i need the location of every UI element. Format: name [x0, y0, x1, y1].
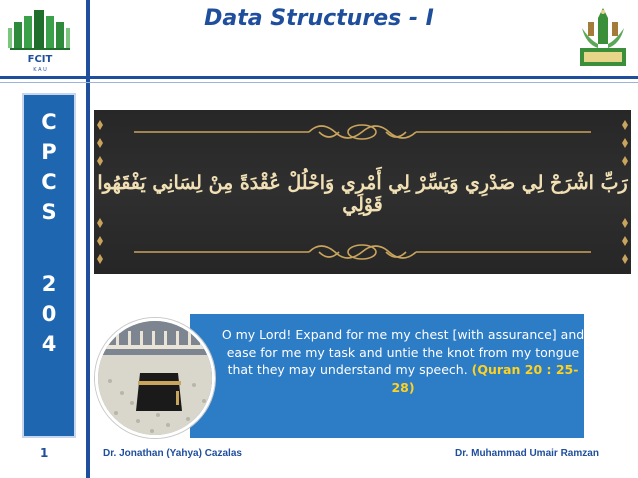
author-right: Dr. Muhammad Umair Ramzan — [455, 448, 599, 459]
course-letter: P — [41, 140, 57, 164]
header-divider-thin — [0, 82, 638, 83]
author-left: Dr. Jonathan (Yahya) Cazalas — [103, 448, 242, 459]
course-letter: C — [41, 110, 57, 134]
quote-reference: (Quran 20 : 25-28) — [391, 362, 579, 395]
fcit-logo-icon — [6, 4, 76, 74]
course-letter: C — [41, 170, 57, 194]
quote-text — [220, 326, 586, 396]
header-divider — [0, 76, 638, 79]
arabic-verse-text: رَبِّ اشْرَحْ لِي صَدْرِي وَيَسِّرْ لِي أَمْرِي وَاحْلُلْ عُقْدَةً مِنْ لِسَانِي يَفْقَهُوا قَوْلِي — [97, 172, 628, 216]
fcit-logo-sub: K A U — [33, 67, 47, 73]
course-letter: 0 — [41, 302, 57, 326]
arabic-verse-panel — [94, 110, 631, 274]
quote-translation: O my Lord! Expand for me my chest [with assurance] and ease for me my task and untie the knot from my tongue that they may understand my speech. — [221, 327, 585, 377]
header-title: Data Structures - I — [204, 6, 434, 31]
vertical-divider — [86, 0, 90, 478]
kaaba-photo — [95, 318, 215, 438]
fcit-logo-name: FCIT — [27, 54, 53, 65]
kau-emblem-icon — [574, 4, 632, 70]
page-number: 1 — [40, 446, 49, 460]
kau-emblem — [574, 4, 632, 70]
course-letter: 2 — [41, 272, 57, 296]
fcit-logo — [6, 4, 76, 74]
course-letter: S — [41, 200, 57, 224]
course-code-bar — [22, 93, 76, 438]
course-letter: 4 — [41, 332, 57, 356]
